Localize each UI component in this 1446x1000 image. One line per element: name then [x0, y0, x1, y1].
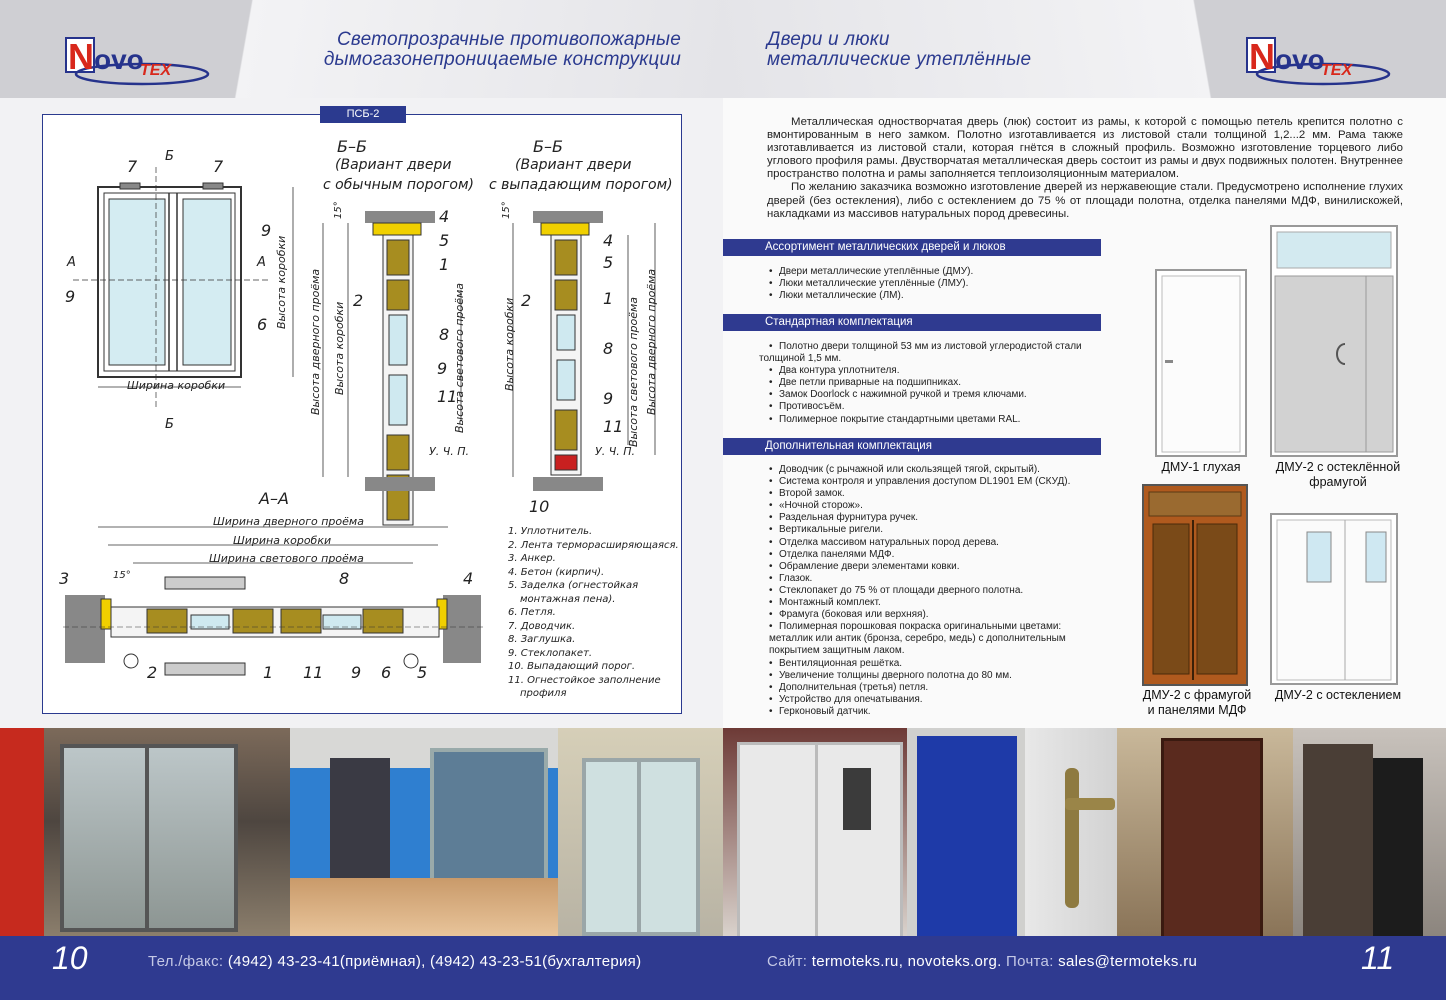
- num-3: 3: [59, 569, 70, 588]
- label-angle-2: 15°: [501, 201, 512, 219]
- list-item: • Два контура уплотнителя.: [769, 365, 1099, 377]
- model-badge: ПСБ-2: [320, 106, 406, 123]
- list-item: • Второй замок.: [769, 488, 1099, 500]
- section-additional-title: Дополнительная комплектация: [723, 438, 1101, 455]
- caption-dmu1-line1: ДМУ-1 глухая: [1161, 460, 1241, 474]
- left-title-line2: дымогазонепроницаемые конструкции: [323, 49, 681, 70]
- label-angle-1: 15°: [333, 201, 344, 219]
- list-item: • Полимерное покрытие стандартными цветами RAL.: [769, 414, 1099, 426]
- photo-door-handle: [1025, 728, 1117, 936]
- num-9c: 9: [437, 359, 448, 378]
- list-item: • Устройство для опечатывания.: [769, 694, 1099, 706]
- list-item: • Люки металлические (ЛМ).: [769, 290, 1099, 302]
- caption-dmu2c-line1: ДМУ-2 с остеклением: [1274, 688, 1402, 702]
- caption-dmu2b-line2: и панелями МДФ: [1147, 703, 1247, 717]
- contact-mail-link[interactable]: sales@termoteks.ru: [1058, 953, 1198, 970]
- list-item: • Отделка массивом натуральных пород дерева.: [769, 537, 1099, 549]
- list-item: • Глазок.: [769, 573, 1099, 585]
- aa-title: А–А: [259, 489, 289, 508]
- legend-item: 6. Петля.: [508, 607, 556, 618]
- list-item: • Полотно двери толщиной 53 мм из листовой углеродистой стали: [769, 341, 1099, 353]
- num-1c: 1: [263, 663, 274, 682]
- num-9e: 9: [351, 663, 362, 682]
- num-5a: 5: [439, 231, 450, 250]
- door-dmu2-mdf-transom-illustration: [1143, 485, 1247, 685]
- num-1a: 1: [439, 255, 450, 274]
- label-floor-1: У. Ч. П.: [429, 445, 469, 458]
- photo-dark-door-open: [1293, 728, 1446, 936]
- bb1-subtitle-2: с обычным порогом): [323, 177, 475, 193]
- legend-item: монтажная пена).: [520, 593, 616, 605]
- legend-item: 4. Бетон (кирпич).: [508, 566, 605, 578]
- list-item: • Доводчик (с рычажной или скользящей тягой, скрытый).: [769, 464, 1099, 476]
- num-10: 10: [529, 497, 550, 516]
- legend-item: 11. Огнестойкое заполнение: [508, 674, 661, 686]
- photo-brown-door: [1117, 728, 1293, 936]
- bb1-title: Б–Б: [337, 137, 367, 156]
- list-item: • «Ночной сторож».: [769, 500, 1099, 512]
- contact-site-label: Сайт:: [767, 953, 808, 970]
- label-height-box: Высота коробки: [275, 235, 288, 329]
- left-page-title: [324, 30, 681, 70]
- cut-mark-b-top: Б: [165, 149, 174, 164]
- right-title-line1: Двери и люки: [767, 29, 890, 50]
- list-item: • Система контроля и управления доступом DL1901 EM (СКУД).: [769, 476, 1099, 488]
- legend-item: 8. Заглушка.: [508, 634, 576, 645]
- bb2-subtitle-1: (Вариант двери: [515, 157, 632, 173]
- page-number-left: 10: [52, 940, 88, 976]
- intro-paragraph-2: По желанию заказчика возможно изготовление дверей из нержавеющие стали. Предусмотрено исполнение глухих дверей (без остекления), либо с остеклением до 75 % от площади полотна, отделка панелями МДФ, винилискожей, накладками из массивов натуральных пород древесины.: [767, 181, 1403, 220]
- contact-phone-value[interactable]: (4942) 43-23-41(приёмная), (4942) 43-23-51(бухгалтерия): [227, 953, 642, 970]
- list-item: • Монтажный комплект.: [769, 597, 1099, 609]
- cut-mark-a-left: А: [67, 255, 76, 270]
- list-item: покрытием защитным лаком.: [769, 645, 905, 657]
- legend-item: 3. Анкер.: [508, 553, 556, 564]
- logo-letters-ovo: ovo: [1275, 44, 1325, 75]
- contact-site-link[interactable]: termoteks.ru, novoteks.org.: [811, 953, 1002, 970]
- label-width-box-aa: Ширина коробки: [233, 534, 332, 547]
- list-item: • Замок Doorlock с нажимной ручкой и тремя ключами.: [769, 389, 1099, 401]
- section-assortment-title: Ассортимент металлических дверей и люков: [723, 239, 1101, 256]
- contact-mail-label: Почта:: [1006, 953, 1054, 970]
- caption-dmu1: [1141, 460, 1261, 475]
- num-11a: 11: [437, 387, 458, 406]
- list-item: • Увеличение толщины дверного полотна до 80 мм.: [769, 670, 1099, 682]
- num-9b: 9: [65, 287, 76, 306]
- label-height-light-2: Высота светового проёма: [627, 296, 640, 447]
- list-item: • Обрамление двери элементами ковки.: [769, 561, 1099, 573]
- bb1-subtitle-1: (Вариант двери: [335, 157, 452, 173]
- door-front-view: [73, 167, 293, 410]
- door-dmu1-blind-illustration: [1156, 270, 1246, 456]
- cut-mark-a-right: А: [257, 255, 266, 270]
- legend-item: профиля: [520, 688, 567, 699]
- num-5b: 5: [603, 253, 614, 272]
- list-item: • Противосъём.: [769, 401, 1099, 413]
- caption-dmu2a-line1: ДМУ-2 с остеклённой: [1275, 460, 1401, 474]
- label-floor-2: У. Ч. П.: [595, 445, 635, 458]
- label-angle-3: 15°: [113, 570, 131, 581]
- legend-item: 7. Доводчик.: [508, 620, 576, 632]
- bb2-subtitle-2: с выпадающим порогом): [489, 177, 673, 193]
- num-4c: 4: [463, 569, 474, 588]
- photo-blue-door: [907, 728, 1025, 936]
- num-5c: 5: [417, 663, 428, 682]
- num-9d: 9: [603, 389, 614, 408]
- num-2b: 2: [521, 291, 532, 310]
- cut-mark-b-bottom: Б: [165, 417, 174, 432]
- num-6a: 6: [257, 315, 268, 334]
- label-height-opening-2: Высота дверного проёма: [645, 268, 658, 415]
- num-6b: 6: [381, 663, 392, 682]
- label-height-box-2: Высота коробки: [333, 301, 346, 395]
- legend-item: 1. Уплотнитель.: [508, 526, 593, 537]
- list-item: толщиной 1,5 мм.: [759, 353, 842, 365]
- section-aa: [63, 527, 483, 675]
- caption-dmu2-mdf: [1127, 688, 1267, 718]
- contact-phone-label: Тел./факс:: [148, 953, 224, 970]
- legend-item: 9. Стеклопакет.: [508, 647, 593, 659]
- logo-letters-tex: TEX: [140, 62, 172, 79]
- list-item: • Герконовый датчик.: [769, 706, 1099, 718]
- label-width-box: Ширина коробки: [127, 379, 226, 392]
- photo-white-double-door: [723, 728, 907, 936]
- num-8c: 8: [339, 569, 350, 588]
- list-item: • Дополнительная (третья) петля.: [769, 682, 1099, 694]
- caption-dmu2a-line2: фрамугой: [1309, 475, 1367, 489]
- legend-item: 5. Заделка (огнестойкая: [508, 580, 639, 591]
- label-height-opening-1: Высота дверного проёма: [309, 268, 322, 415]
- logo-letters-tex: TEX: [1321, 62, 1353, 79]
- door-illustrations: [723, 0, 1446, 728]
- list-item: • Отделка панелями МДФ.: [769, 549, 1099, 561]
- contact-web: [767, 953, 1197, 970]
- num-4b: 4: [603, 231, 614, 250]
- list-item: металлик или антик (бронза, серебро, медь) с дополнительным: [769, 633, 1066, 645]
- section-standard-title: Стандартная комплектация: [723, 314, 1101, 331]
- caption-dmu2-glazed-transom: [1263, 460, 1413, 490]
- list-item: • Стеклопакет до 75 % от площади дверного полотна.: [769, 585, 1099, 597]
- num-7a: 7: [127, 157, 138, 176]
- list-item: • Двери металлические утеплённые (ДМУ).: [769, 266, 1099, 278]
- num-8a: 8: [439, 325, 450, 344]
- intro-paragraph-1: Металлическая одностворчатая дверь (люк) состоит из рамы, к которой с помощью петель крепится полотно с вмонтированным в него замком. Полотно изготавливается из листовой стали толщиной 1,2...2 мм. Рама также изготавливается из листовой стали, которая гнётся в сложный профиль. Возможно изготовление торцевого либо углового профиля рамы. Двустворчатая металлическая дверь состоит из рамы и двух подвижных полотен. Внутреннее пространство полотна и рамы заполняется теплоизоляционным материалом.: [767, 116, 1403, 181]
- list-item: • Раздельная фурнитура ручек.: [769, 512, 1099, 524]
- num-11b: 11: [603, 417, 624, 436]
- right-page: [723, 0, 1446, 1000]
- num-8b: 8: [603, 339, 614, 358]
- legend-item: 10. Выпадающий порог.: [508, 661, 636, 672]
- label-height-light-1: Высота светового проёма: [453, 282, 466, 433]
- logo-letters-ovo: ovo: [94, 44, 144, 75]
- logo-letter-n: N: [1249, 36, 1275, 77]
- num-9a: 9: [261, 221, 272, 240]
- logo-letter-n: N: [68, 36, 94, 77]
- caption-dmu2b-line1: ДМУ-2 с фрамугой: [1142, 688, 1252, 702]
- left-title-line1: Светопрозрачные противопожарные: [336, 29, 681, 50]
- num-7b: 7: [213, 157, 224, 176]
- list-item: • Люки металлические утеплённые (ЛМУ).: [769, 278, 1099, 290]
- photo-blue-wall-glass-doors: [290, 728, 558, 936]
- door-dmu2-glazed-transom-illustration: [1271, 226, 1397, 456]
- list-item: • Фрамуга (боковая или верхняя).: [769, 609, 1099, 621]
- label-width-opening: Ширина дверного проёма: [213, 515, 364, 528]
- num-1b: 1: [603, 289, 614, 308]
- list-item: • Вентиляционная решётка.: [769, 658, 1099, 670]
- num-4a: 4: [439, 207, 450, 226]
- photo-glass-door-entrance: [558, 728, 723, 936]
- left-header: [0, 0, 723, 98]
- contact-phone: [148, 953, 641, 970]
- list-item: • Полимерная порошковая покраска оригинальными цветами:: [769, 621, 1099, 633]
- list-item: • Две петли приварные на подшипниках.: [769, 377, 1099, 389]
- num-2a: 2: [353, 291, 364, 310]
- label-width-light: Ширина светового проёма: [209, 552, 364, 565]
- door-dmu2-glazing-illustration: [1271, 514, 1397, 684]
- novotex-logo: [62, 30, 212, 90]
- right-title-line2: металлические утеплённые: [767, 49, 1032, 70]
- list-item: • Вертикальные ригели.: [769, 524, 1099, 536]
- page-number-right: 11: [1361, 940, 1395, 976]
- drawing-legend: [508, 525, 679, 701]
- label-height-box-3: Высота коробки: [503, 297, 516, 391]
- num-2c: 2: [147, 663, 158, 682]
- bb2-title: Б–Б: [533, 137, 563, 156]
- num-11c: 11: [303, 663, 324, 682]
- caption-dmu2-glazing: [1263, 688, 1413, 703]
- legend-item: 2. Лента терморасширяющаяся.: [508, 539, 679, 551]
- photo-glass-doors-corridor: [0, 728, 290, 936]
